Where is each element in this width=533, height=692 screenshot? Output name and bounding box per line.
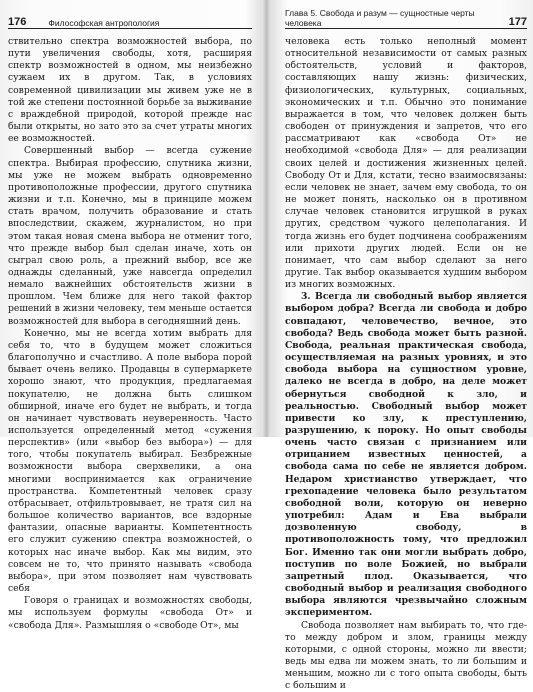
right-header-title: Глава 5. Свобода и разум — сущностные черты человека <box>285 8 509 28</box>
left-paragraph-1: ствительно спектра возможностей выбора, по пути увеличения свободы, хотя, расширяя спектр возможностей в одном, мы неизбежно сужаем их в другом. Так, в условиях современной цивилизации мы живем уже не в той же степени постоянной борьбе за выживание с враждебной природой, которой прежде нас были открыты, но зато это за счет утраты многих ее возможностей. <box>8 36 252 145</box>
left-paragraph-2: Совершенный выбор — всегда сужение спектра. Выбирая профессию, спутника жизни, мы уже не можем выбрать одновременно противоположные профессии, другого спутника жизни и т.п. Конечно, мы в принципе можем стать врачом, получить образование и стать впоследствии, скажем, журналистом, но при этом такая новая смена выбора не отменит того, что прежде выбор был сделан иначе, хоть он сыграл свою роль, а прежний выбор, все же однажды сделанный, уже навсегда определил немало важнейших обстоятельств жизни в прошлом. Чем ближе для него такой фактор решений в жизни человеку, тем меньше остается возможностей для выбора в сегодняшний день. <box>8 145 252 327</box>
left-paragraph-4: Говоря о границах и возможностях свободы, мы используем формулы «свобода От» и «свобода Для». Размышляя о «свободе От», мы <box>8 595 252 631</box>
book-gutter <box>262 0 271 437</box>
right-paragraph-3: Свобода позволяет нам выбирать то, что где-то между добром и злом, границы между которыми, с одной стороны, можно ли ввести; ведь мы едва ли можем знать, то ли большим и меньшим, можно ли с того опыта свободы, быть с большим и <box>285 620 527 692</box>
left-running-header <box>8 14 252 29</box>
right-page <box>271 0 533 437</box>
left-page-body <box>8 36 252 632</box>
left-page <box>0 0 262 437</box>
right-page-number: 177 <box>509 16 527 28</box>
left-header-title: Философская антропология <box>48 18 159 28</box>
right-page-body <box>285 36 527 692</box>
right-running-header <box>285 14 527 29</box>
right-paragraph-1: человека есть только неполный момент относительной независимости от самых разных обстоятельств, условий и факторов, составляющих нашу жизнь: физических, физиологических, культурных, социальных, экономических и т.п. Обычно это понимание выражается в том, что человек должен быть свободен от принуждения и запретов, что его рассматривают как «свобода От» не необходимой «свобода Для» — для реализации своих целей и достижения жизненных целей. Свободу От и Для, кстати, тесно взаимосвязаны: если человек не знает, зачем ему свобода, то он не может понять, насколько он в противном случае человек становится игрушкой в руках других, средством чужого целеполагания. И тогда жизнь его будет подчинена соображениям или прихоти других людей. Если он не понимает, что сам выбор сделают за него другие. Так выбор оказывается худшим выбором из многих возможных. <box>285 36 527 291</box>
left-paragraph-3: Конечно, мы не всегда хотим выбрать для себя то, что в будущем может сложиться благополучно и счастливо. А поле выбора порой бывает очень велико. Продавцы в супермаркете хорошо знают, что продукция, предлагаемая покупателю, не должна быть слишком обширной, иначе его будет не выбрать, и тогда он начинает чувствовать неуверенность. Часто используется определенный метод «сужения перспектив» (или «выбор без выбора») — для того, чтобы покупатель выбирал. Безбрежные возможности выбора сверхвелики, а она многими воспринимается как ограничение пространства. Компетентный человек сразу отбрасывает, отфильтровывает, не тратя сил на большое количество вариантов, все вздорные фантазии, опасные варианты. Компетентность его служит сужению спектра возможностей, о которых нас иначе выбор. Как мы видим, это совсем не то, что принято называть «свобода выбора», при этом позволяет нам чувствовать себя <box>8 328 252 595</box>
right-section-heading-paragraph: 3. Всегда ли свободный выбор является выбором добра? Всегда ли свобода и добро совпадают, человечество, вечное, это свобода? Ведь свобода может быть разной. Свобода, реальная практическая свобода, осуществляемая на разных уровнях, и это свобода выбора на сущностном уровне, далеко не всегда в добро, на деле может обернуться свободной к зло, и реальностью. Свободный выбор может привести ко злу, к преступлению, разрушению, к пороку. Но опыт свободы очень часто связан с признанием или отрицанием известных ценностей, а свобода сама по себе не является добром. Недаром христианство утверждает, что грехопадение человека было результатом свободной воли, которую он неверно употребил: Адам и Ева выбрали дозволенную свободу, в противоположность тому, что предложил Бог. Именно так они могли выбрать добро, поступив по воле Божией, но выбрали запретный плод. Оказывается, что свободный выбор и реализация свободного выбора являются чрезвычайно сложным экспериментом. <box>285 291 527 619</box>
left-page-number: 176 <box>8 16 26 28</box>
